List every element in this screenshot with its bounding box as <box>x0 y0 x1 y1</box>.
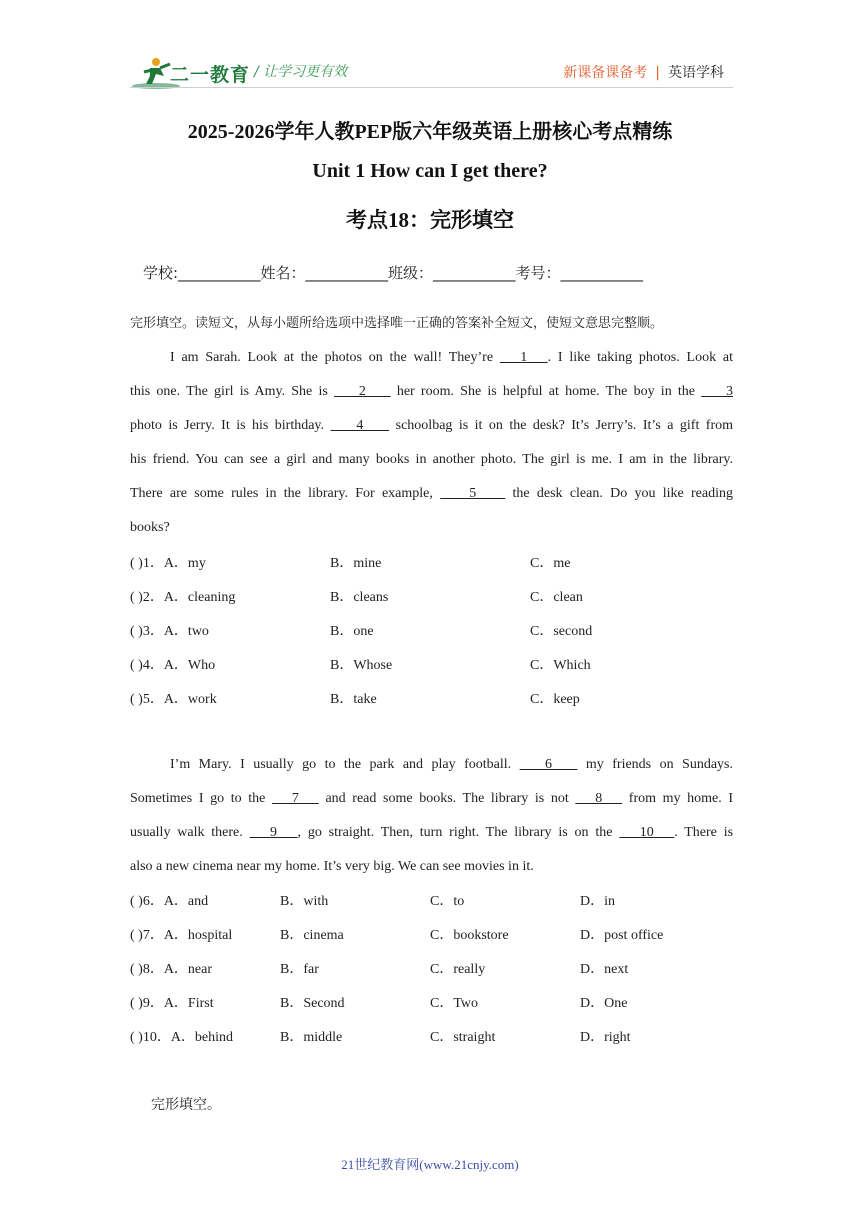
blank-1: 1 <box>499 350 548 365</box>
blank-8: 8 <box>575 791 623 806</box>
passage1-line5 <box>130 484 733 504</box>
question-2-stem: ( )2．A．cleaning <box>130 590 236 605</box>
passage1-line2 <box>130 382 733 402</box>
question-6-stem: ( )6．A．and <box>130 894 209 909</box>
blank-9: 9 <box>249 825 298 840</box>
footer-source[interactable]: 21世纪教育网(www.21cnjy.com) <box>341 1157 519 1172</box>
passage-text: , go straight. Then, turn right. The library is on the <box>297 825 613 840</box>
question-10-option-d: D．right <box>580 1030 631 1045</box>
passage-text: usually walk there. <box>130 825 243 840</box>
question-8-option-d: D．next <box>580 962 629 977</box>
question-9-option-d: D．One <box>580 996 628 1011</box>
question-8-option-c: C．really <box>430 962 486 977</box>
question-6-option-b: B．with <box>280 894 329 909</box>
passage-text: from my home. I <box>628 791 734 806</box>
student-info-line: 学校:___________姓名：___________班级：___________考号：___________ <box>143 264 644 282</box>
passage-text: . There is <box>674 825 734 840</box>
header-right <box>563 62 724 82</box>
blank-10: 10 <box>619 825 675 840</box>
question-7-stem: ( )7．A．hospital <box>130 928 233 943</box>
header-slogan: / 让学习更有效 <box>254 64 348 80</box>
closing-instruction: 完形填空。 <box>151 1097 221 1113</box>
blank-7: 7 <box>272 791 319 806</box>
passage-text: I am Sarah. Look at the photos on the wall! They’re <box>170 350 494 365</box>
passage-text: I’m Mary. I usually go to the park and play football. <box>170 757 512 772</box>
passage-text: this one. The girl is Amy. She is <box>130 384 328 399</box>
blank-6: 6 <box>519 757 578 772</box>
header-course-label: 新课备课备考 <box>563 65 648 81</box>
passage-text: my friends on Sundays. <box>585 757 734 772</box>
question-3-option-b: B．one <box>330 624 374 639</box>
logo-text: 二一教育 <box>170 64 251 86</box>
passage-text: There are some rules in the library. For example, <box>130 486 433 501</box>
blank-2: 2 <box>334 384 391 399</box>
topic-title: 考点18：完形填空 <box>346 208 514 232</box>
header-divider <box>130 87 733 88</box>
passage-text: and read some books. The library is not <box>325 791 569 806</box>
question-3-option-c: C．second <box>530 624 593 639</box>
question-4-option-c: C．Which <box>530 658 591 673</box>
question-6-option-d: D．in <box>580 894 615 909</box>
instruction: 完形填空。读短文，从每小题所给选项中选择唯一正确的答案补全短文，使短文意思完整顺。 <box>130 316 664 331</box>
question-10-option-b: B．middle <box>280 1030 343 1045</box>
question-6-option-c: C．to <box>430 894 465 909</box>
question-7-option-d: D．post office <box>580 928 664 943</box>
passage-text: Sometimes I go to the <box>130 791 266 806</box>
blank-4: 4 <box>330 418 390 433</box>
question-5-stem: ( )5．A．work <box>130 692 217 707</box>
question-2-option-c: C．clean <box>530 590 583 605</box>
passage2-line1 <box>170 755 733 775</box>
question-1-stem: ( )1．A．my <box>130 556 206 571</box>
question-5-option-b: B．take <box>330 692 377 707</box>
passage2-line4: also a new cinema near my home. It’s very big. We can see movies in it. <box>130 859 534 874</box>
passage-text: . I like taking photos. Look at <box>547 350 733 365</box>
passage2-line2 <box>130 789 733 809</box>
passage2-line3 <box>130 823 733 843</box>
question-10-option-c: C．straight <box>430 1030 496 1045</box>
question-8-option-b: B．far <box>280 962 319 977</box>
question-5-option-c: C．keep <box>530 692 580 707</box>
question-9-option-b: B．Second <box>280 996 345 1011</box>
question-9-option-c: C．Two <box>430 996 479 1011</box>
passage-text: photo is Jerry. It is his birthday. <box>130 418 325 433</box>
blank-5: 5 <box>440 486 506 501</box>
question-7-option-c: C．bookstore <box>430 928 509 943</box>
question-4-option-b: B．Whose <box>330 658 393 673</box>
passage1-line4: his friend. You can see a girl and many books in another photo. The girl is me. I am in the library. <box>130 452 733 467</box>
passage1-line6: books? <box>130 520 170 535</box>
question-4-stem: ( )4．A．Who <box>130 658 216 673</box>
question-10-stem: ( )10．A．behind <box>130 1030 234 1045</box>
question-3-stem: ( )3．A．two <box>130 624 209 639</box>
header-separator: | <box>655 65 660 81</box>
passage1-line1 <box>170 348 733 368</box>
question-9-stem: ( )9．A．First <box>130 996 214 1011</box>
blank-3: 3 <box>701 384 734 399</box>
passage-text: her room. She is helpful at home. The boy in the <box>396 384 695 399</box>
header-subject: 英语学科 <box>668 65 724 81</box>
document-title: 2025-2026学年人教PEP版六年级英语上册核心考点精练 <box>187 121 673 143</box>
passage-text: the desk clean. Do you like reading <box>512 486 733 501</box>
unit-title: Unit 1 How can I get there? <box>312 160 548 182</box>
question-1-option-c: C．me <box>530 556 571 571</box>
question-8-stem: ( )8．A．near <box>130 962 213 977</box>
question-1-option-b: B．mine <box>330 556 382 571</box>
question-2-option-b: B．cleans <box>330 590 389 605</box>
passage-text: schoolbag is it on the desk? It’s Jerry’s. It’s a gift from <box>395 418 734 433</box>
passage1-line3 <box>130 416 733 436</box>
question-7-option-b: B．cinema <box>280 928 344 943</box>
